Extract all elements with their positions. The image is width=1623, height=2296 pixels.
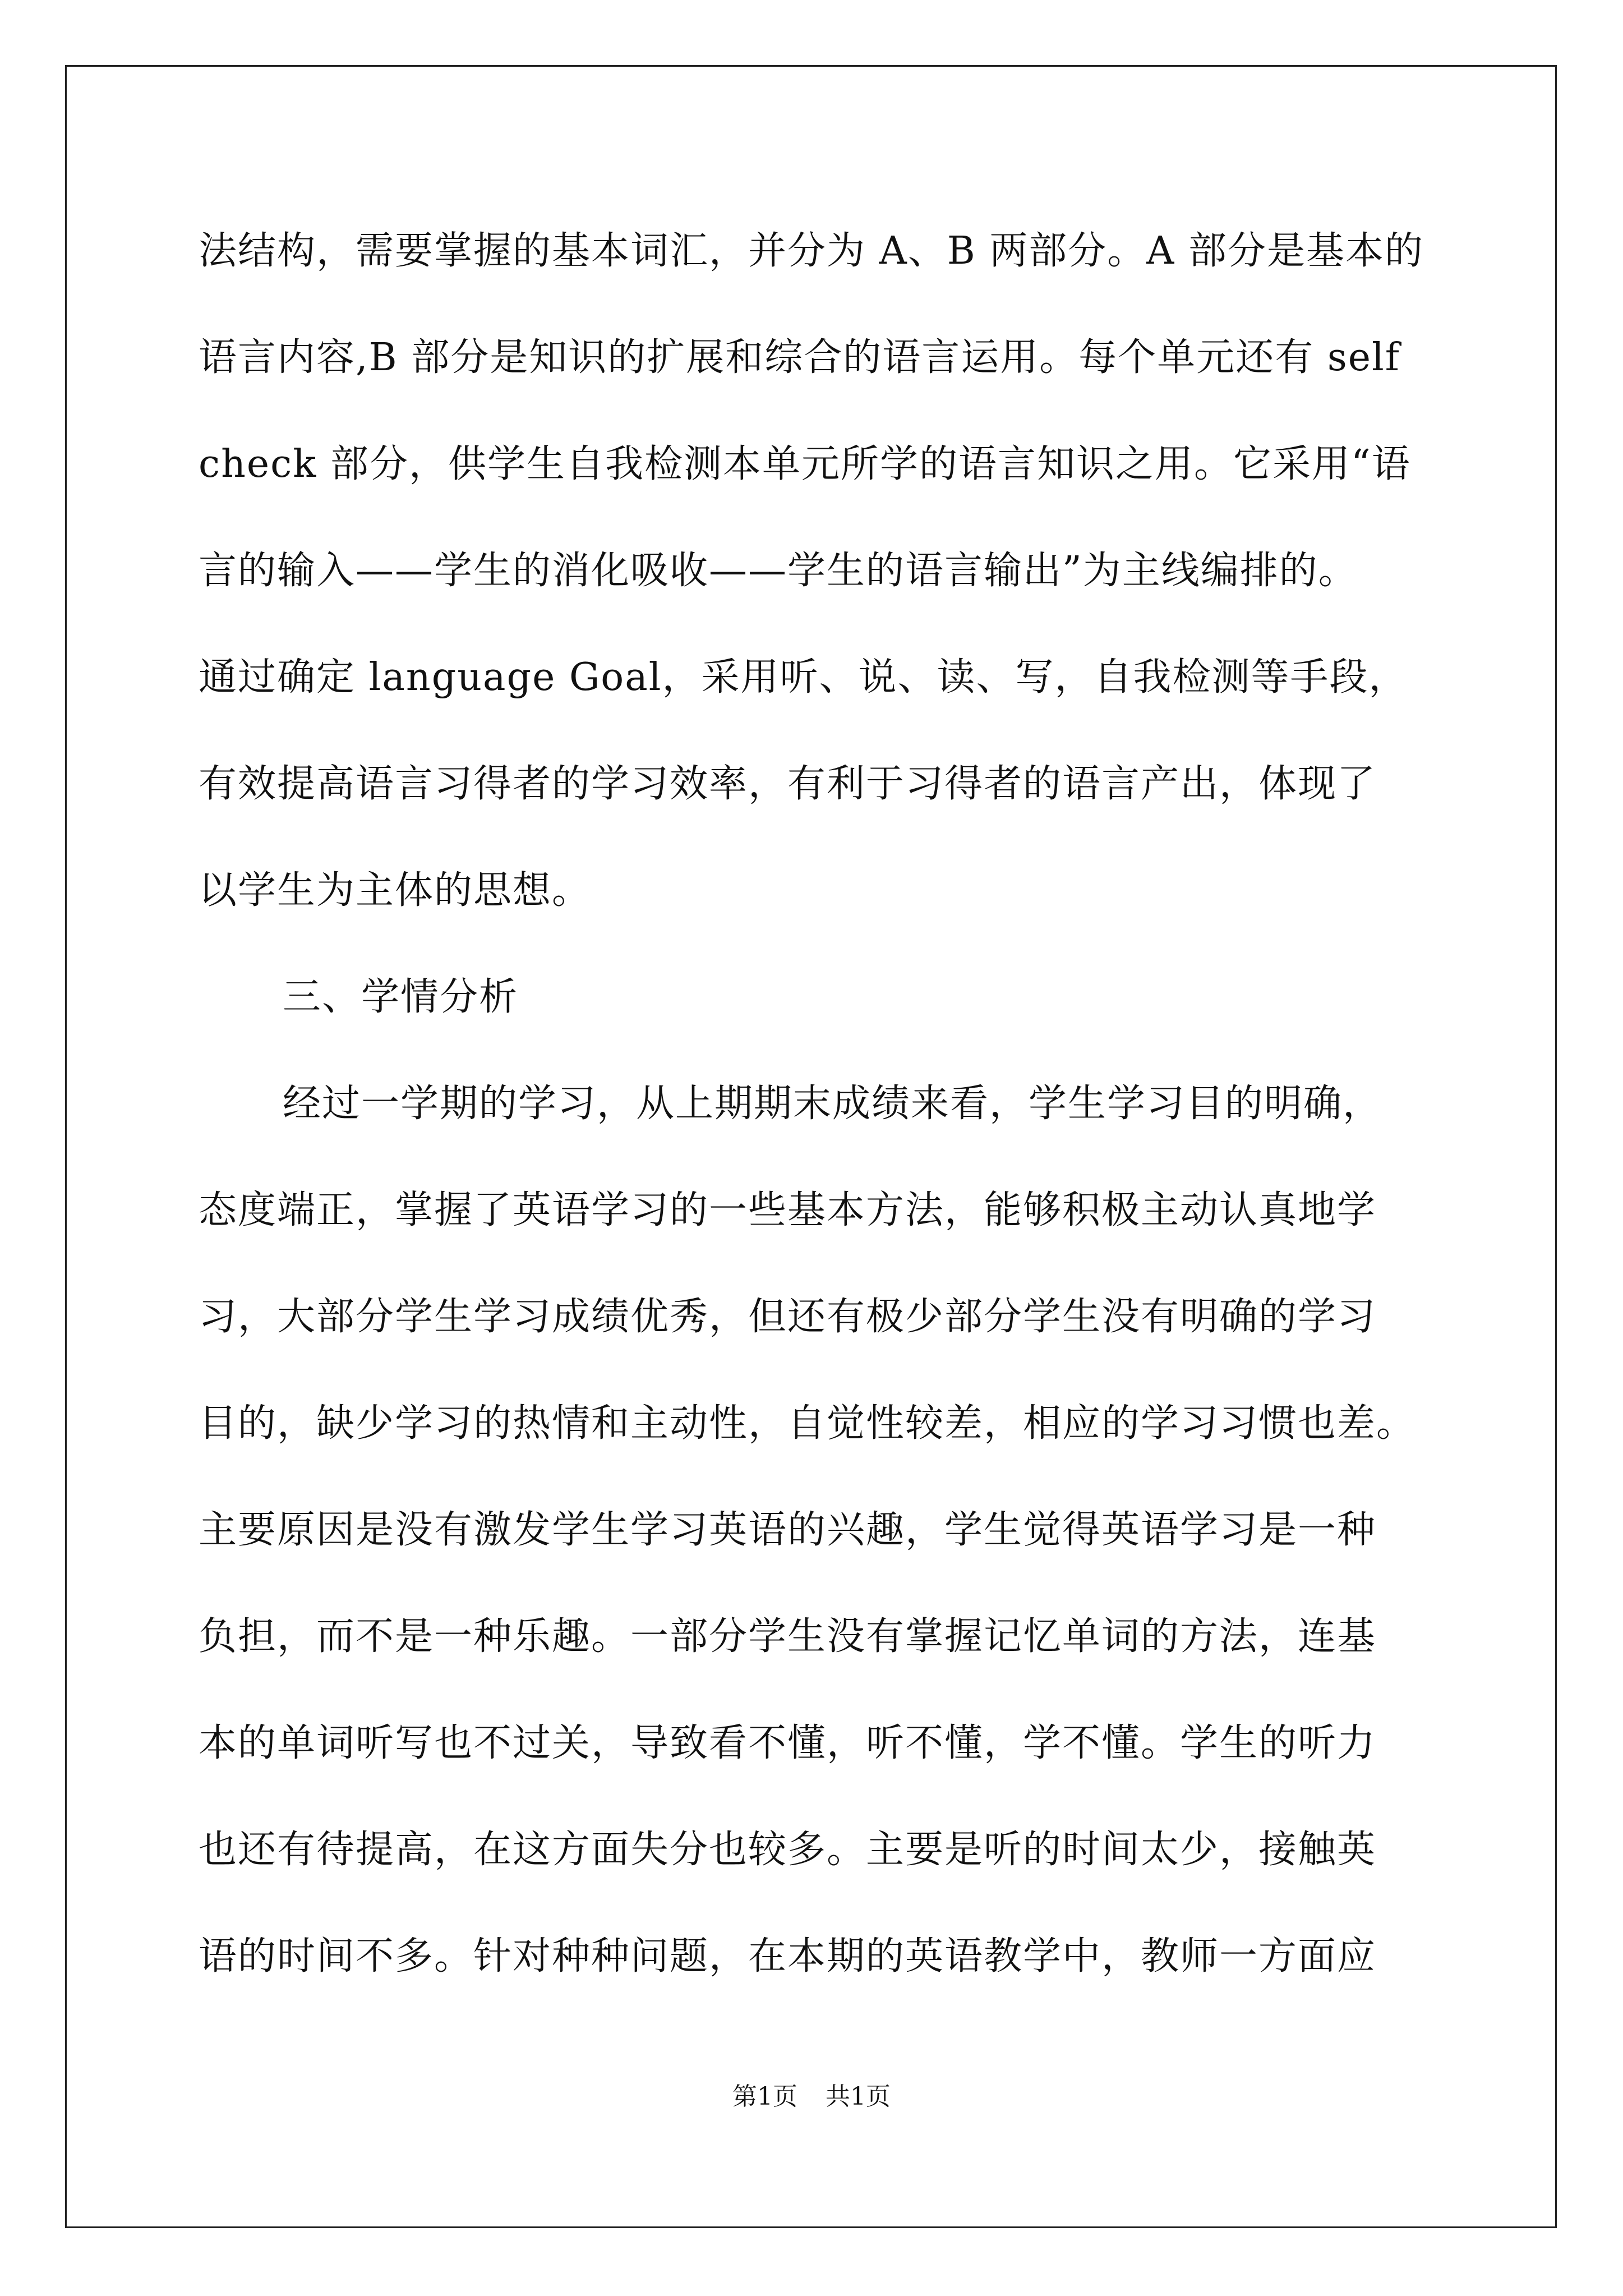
text-line-11: 习，大部分学生学习成绩优秀，但还有极少部分学生没有明确的学习 bbox=[199, 1295, 1377, 1339]
text-line-1: 法结构，需要掌握的基本词汇，并分为 A、B 两部分。A 部分是基本的 bbox=[199, 229, 1424, 273]
text-line-3: check 部分，供学生自我检测本单元所学的语言知识之用。它采用“语 bbox=[199, 442, 1411, 486]
text-line-12: 目的，缺少学习的热情和主动性，自觉性较差，相应的学习习惯也差。 bbox=[199, 1401, 1416, 1446]
page-total: 共1页 bbox=[826, 2082, 891, 2111]
text-line-6: 有效提高语言习得者的学习效率，有利于习得者的语言产出，体现了 bbox=[199, 762, 1377, 806]
section-heading: 三、学情分析 bbox=[283, 975, 519, 1019]
page-footer bbox=[0, 2080, 1623, 2114]
text-line-13: 主要原因是没有激发学生学习英语的兴趣，学生觉得英语学习是一种 bbox=[199, 1508, 1377, 1552]
text-line-9: 经过一学期的学习，从上期期末成绩来看，学生学习目的明确， bbox=[283, 1082, 1382, 1126]
text-line-14: 负担，而不是一种乐趣。一部分学生没有掌握记忆单词的方法，连基 bbox=[199, 1614, 1377, 1659]
text-line-5: 通过确定 language Goal，采用听、说、读、写，自我检测等手段， bbox=[199, 655, 1408, 700]
text-line-2: 语言内容,B 部分是知识的扩展和综合的语言运用。每个单元还有 self bbox=[199, 335, 1400, 380]
text-line-7: 以学生为主体的思想。 bbox=[199, 868, 592, 913]
text-line-16: 也还有待提高，在这方面失分也较多。主要是听的时间太少，接触英 bbox=[199, 1828, 1377, 1872]
text-line-10: 态度端正，掌握了英语学习的一些基本方法，能够积极主动认真地学 bbox=[199, 1188, 1377, 1232]
text-line-4: 言的输入——学生的消化吸收——学生的语言输出”为主线编排的。 bbox=[199, 549, 1358, 593]
text-line-17: 语的时间不多。针对种种问题，在本期的英语教学中，教师一方面应 bbox=[199, 1934, 1377, 1978]
page-number: 第1页 bbox=[732, 2082, 797, 2111]
text-line-15: 本的单词听写也不过关，导致看不懂，听不懂，学不懂。学生的听力 bbox=[199, 1721, 1377, 1765]
